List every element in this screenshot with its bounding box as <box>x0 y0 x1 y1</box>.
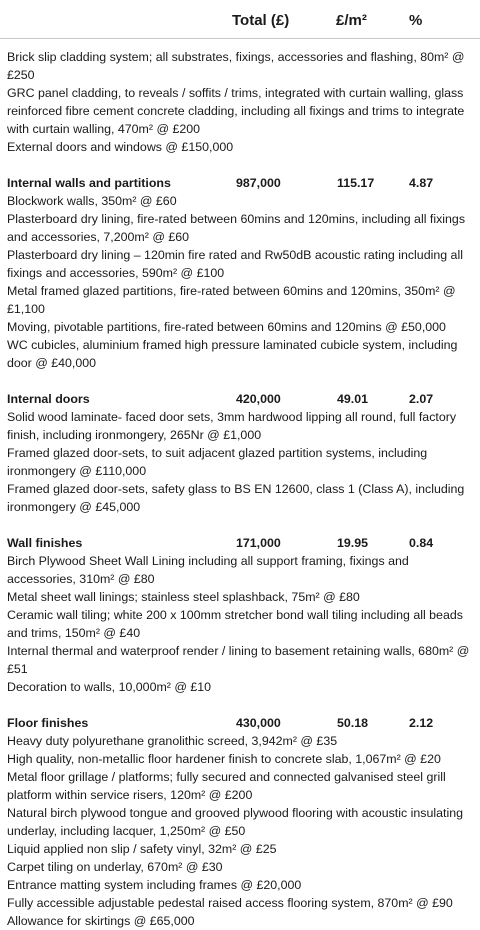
list-item: Heavy duty polyurethane granolithic screed, 3,942m² @ £35 <box>7 734 338 748</box>
section-per-m2: 49.01 <box>337 392 369 406</box>
section-items <box>7 552 477 696</box>
section-internal-doors <box>7 390 477 516</box>
section-percent: 2.07 <box>409 392 434 406</box>
list-item: External doors and windows @ £150,000 <box>7 140 234 154</box>
section-per-m2: 50.18 <box>337 716 369 730</box>
section-title: Floor finishes <box>7 716 89 730</box>
section-title: Wall finishes <box>7 536 83 550</box>
list-item: Decoration to walls, 10,000m² @ £10 <box>7 680 212 694</box>
section-header <box>7 534 477 552</box>
list-item: Framed glazed door-sets, safety glass to BS EN 12600, class 1 (Class A), including ironmongery @ £45,000 <box>7 482 465 514</box>
header-divider <box>0 38 480 39</box>
section-total: 987,000 <box>236 176 281 190</box>
section-header <box>7 174 477 192</box>
list-item: Fully accessible adjustable pedestal raised access flooring system, 870m² @ £90 <box>7 896 453 910</box>
section-items <box>7 192 477 372</box>
list-item: Natural birch plywood tongue and grooved plywood flooring with acoustic insulating underlay, including lacquer, 1,250m² @ £50 <box>7 806 463 838</box>
list-item: Liquid applied non slip / safety vinyl, 32m² @ £25 <box>7 842 277 856</box>
section-per-m2: 19.95 <box>337 536 369 550</box>
intro-items <box>7 48 477 156</box>
list-item: Birch Plywood Sheet Wall Lining including all support framing, fixings and accessories, 310m² @ £80 <box>7 554 409 586</box>
section-floor-finishes <box>7 714 477 930</box>
section-items <box>7 732 477 930</box>
list-item: Entrance matting system including frames @ £20,000 <box>7 878 302 892</box>
list-item: WC cubicles, aluminium framed high pressure laminated cubicle system, including door @ £40,000 <box>7 338 458 370</box>
list-item: Framed glazed door-sets, to suit adjacent glazed partition systems, including ironmongery @ £110,000 <box>7 446 428 478</box>
header-per-m2: £/m² <box>336 12 367 29</box>
list-item: Metal framed glazed partitions, fire-rated between 60mins and 120mins, 350m² @ £1,100 <box>7 284 456 316</box>
list-item: Carpet tiling on underlay, 670m² @ £30 <box>7 860 223 874</box>
section-internal-walls <box>7 174 477 372</box>
section-total: 420,000 <box>236 392 281 406</box>
column-header-row <box>0 10 480 34</box>
section-per-m2: 115.17 <box>337 176 375 190</box>
list-item: Plasterboard dry lining, fire-rated between 60mins and 120mins, including all fixings and accessories, 7,200m² @ £60 <box>7 212 466 244</box>
list-item: Moving, pivotable partitions, fire-rated between 60mins and 120mins @ £50,000 <box>7 320 446 334</box>
section-title: Internal doors <box>7 392 90 406</box>
section-items <box>7 408 477 516</box>
section-percent: 4.87 <box>409 176 434 190</box>
list-item: Plasterboard dry lining – 120min fire rated and Rw50dB acoustic rating including all fixings and accessories, 590m² @ £100 <box>7 248 463 280</box>
section-header <box>7 714 477 732</box>
list-item: Metal sheet wall linings; stainless steel splashback, 75m² @ £80 <box>7 590 360 604</box>
section-total: 171,000 <box>236 536 281 550</box>
list-item: Ceramic wall tiling; white 200 x 100mm stretcher bond wall tiling including all beads and trims, 150m² @ £40 <box>7 608 463 640</box>
list-item: Solid wood laminate- faced door sets, 3mm hardwood lipping all round, full factory finish, including ironmongery, 265Nr @ £1,000 <box>7 410 457 442</box>
list-item: Metal floor grillage / platforms; fully secured and connected galvanised steel grill platform within service risers, 120m² @ £200 <box>7 770 446 802</box>
list-item: GRC panel cladding, to reveals / soffits / trims, integrated with curtain walling, glass reinforced fibre cement concrete cladding, including all fixings and trims to integrate with curtain walling, 470m² @ £200 <box>7 86 465 136</box>
section-percent: 0.84 <box>409 536 434 550</box>
list-item: High quality, non-metallic floor hardener finish to concrete slab, 1,067m² @ £20 <box>7 752 441 766</box>
section-total: 430,000 <box>236 716 281 730</box>
cost-breakdown <box>7 48 477 930</box>
header-total: Total (£) <box>232 12 290 29</box>
section-percent: 2.12 <box>409 716 434 730</box>
section-header <box>7 390 477 408</box>
list-item: Blockwork walls, 350m² @ £60 <box>7 194 177 208</box>
list-item: Internal thermal and waterproof render / lining to basement retaining walls, 680m² @ £51 <box>7 644 470 676</box>
list-item: Allowance for skirtings @ £65,000 <box>7 914 195 928</box>
header-percent: % <box>409 12 423 29</box>
section-title: Internal walls and partitions <box>7 176 171 190</box>
section-wall-finishes <box>7 534 477 696</box>
list-item: Brick slip cladding system; all substrates, fixings, accessories and flashing, 80m² @ £250 <box>7 50 465 82</box>
